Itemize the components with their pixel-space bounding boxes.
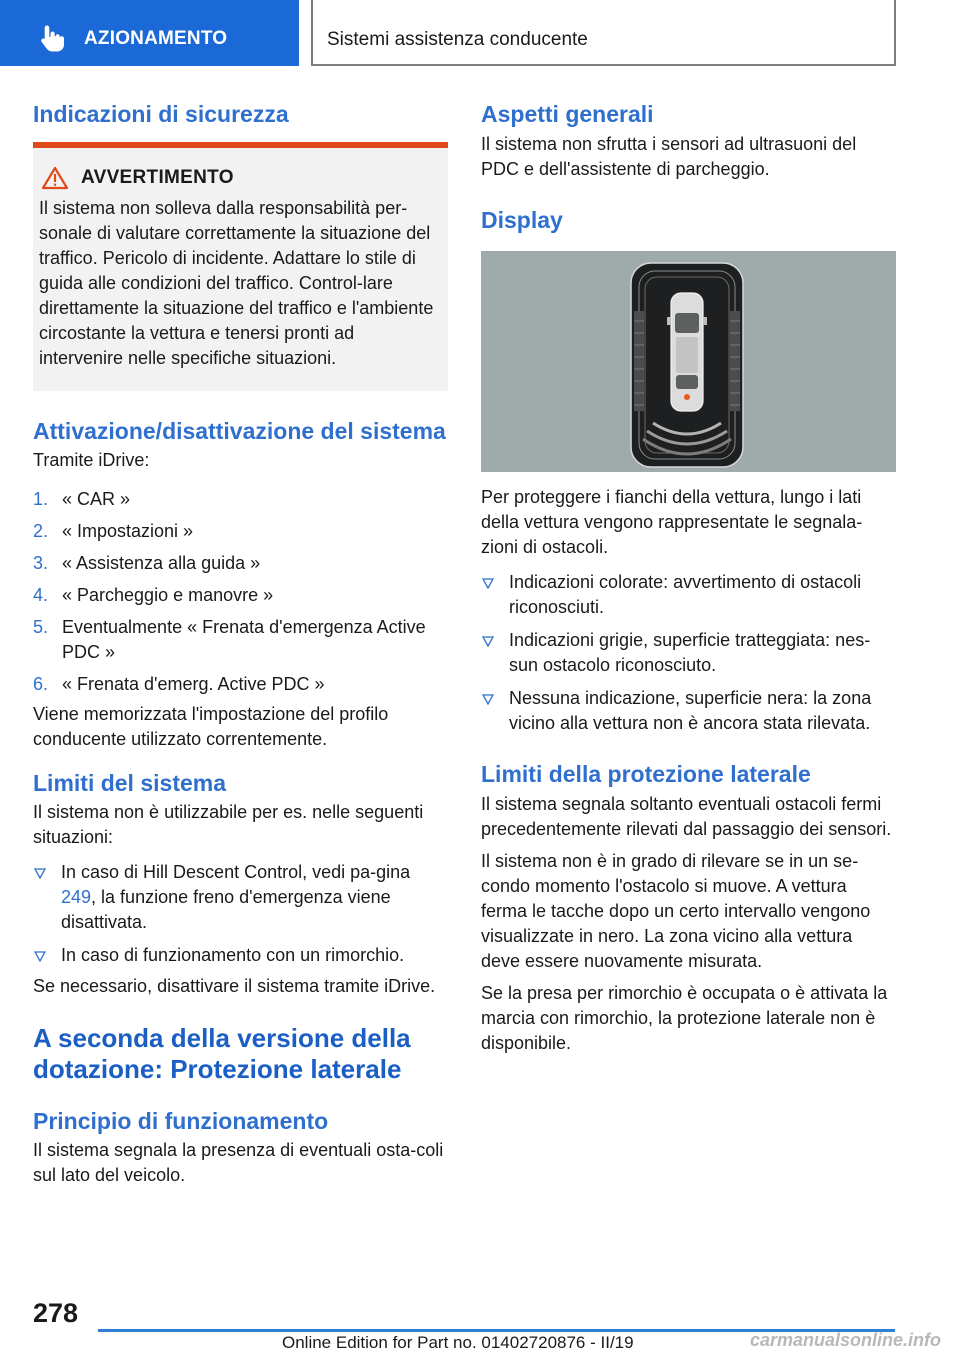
general-heading: Aspetti generali <box>481 101 654 127</box>
hand-pointer-icon <box>40 24 66 52</box>
step-item <box>33 615 448 665</box>
activation-intro: Tramite iDrive: <box>33 450 150 470</box>
safety-heading: Indicazioni di sicurezza <box>33 101 289 127</box>
warning-text: Il sistema non solleva dalla responsabilità per-sonale di valutare correttamente la situazione del traffico. Pericolo di incidente. Adattare lo stile di guida alle condizioni del traffico. Control-lare direttamente la situazione del traffico e l'ambiente circostante la vettura e tenersi pronti ad intervenire nelle specifiche situazioni. <box>39 198 434 368</box>
step-text: « Impostazioni » <box>62 521 194 541</box>
step-text: Eventualmente « Frenata d'emergenza Active PDC » <box>62 617 426 662</box>
principle-heading: Principio di funzionamento <box>33 1108 329 1134</box>
list-item-text: Indicazioni grigie, superficie tratteggiata: nes-sun ostacolo riconosciuto. <box>509 630 871 675</box>
step-number: 3. <box>33 553 49 573</box>
warning-triangle-icon <box>41 166 69 190</box>
list-item <box>33 943 448 968</box>
step-number: 4. <box>33 585 49 605</box>
display-heading: Display <box>481 207 563 233</box>
limits-heading: Limiti del sistema <box>33 770 227 796</box>
side-protection-heading: A seconda della versione della dotazione: Protezione laterale <box>33 1023 411 1084</box>
side-limits-p2: Il sistema non è in grado di rilevare se in un se-condo momento l'ostacolo si muove. A vettura ferma le tacche dopo un certo intervallo vengono visualizzate in nero. La zona vicino alla vettura deve essere nuovamente misurata. <box>481 851 871 971</box>
section-tab <box>0 0 299 66</box>
side-limits-p1: Il sistema segnala soltanto eventuali ostacoli fermi precedentemente rilevati dal passaggio dei sensori. <box>481 794 892 839</box>
list-item <box>481 686 896 736</box>
display-text: Per proteggere i fianchi della vettura, lungo i lati della vettura vengono rappresentate le segnala-zioni di ostacoli. <box>481 487 863 557</box>
footer-edition: Online Edition for Part no. 01402720876 - II/19 <box>282 1333 634 1352</box>
warning-box <box>33 142 448 391</box>
step-text: « Parcheggio e manovre » <box>62 585 274 605</box>
principle-text: Il sistema segnala la presenza di eventuali osta-coli sul lato del veicolo. <box>33 1140 444 1185</box>
chapter-header <box>311 0 896 66</box>
list-item <box>481 628 896 678</box>
watermark: carmanualsonline.info <box>750 1330 942 1350</box>
list-item-text: , la funzione freno d'emergenza viene disattivata. <box>61 887 391 932</box>
chapter-title: Sistemi assistenza conducente <box>327 29 588 50</box>
step-number: 1. <box>33 489 49 509</box>
left-column <box>33 100 448 1188</box>
bullet-triangle-icon <box>482 694 494 705</box>
step-item <box>33 519 448 544</box>
display-list <box>481 570 896 736</box>
step-item <box>33 487 448 512</box>
right-column <box>481 100 896 1056</box>
bullet-triangle-icon <box>34 868 46 879</box>
list-item <box>33 860 448 935</box>
step-text: « Assistenza alla guida » <box>62 553 261 573</box>
step-item <box>33 583 448 608</box>
step-text: « Frenata d'emerg. Active PDC » <box>62 674 325 694</box>
car-top-view-icon <box>481 251 896 472</box>
step-item <box>33 672 448 697</box>
limits-note: Se necessario, disattivare il sistema tramite iDrive. <box>33 976 436 996</box>
bullet-triangle-icon <box>482 578 494 589</box>
step-number: 5. <box>33 617 49 637</box>
step-number: 2. <box>33 521 49 541</box>
limits-intro: Il sistema non è utilizzabile per es. nelle seguenti situazioni: <box>33 802 424 847</box>
side-limits-p3: Se la presa per rimorchio è occupata o è attivata la marcia con rimorchio, la protezione laterale non è disponibile. <box>481 983 888 1053</box>
general-text: Il sistema non sfrutta i sensori ad ultrasuoni del PDC e dell'assistente di parcheggio. <box>481 134 857 179</box>
bullet-triangle-icon <box>34 951 46 962</box>
bullet-triangle-icon <box>482 636 494 647</box>
section-tab-label: AZIONAMENTO <box>84 28 228 49</box>
list-item-text: In caso di funzionamento con un rimorchio. <box>61 945 405 965</box>
page-link[interactable]: 249 <box>61 887 92 907</box>
activation-note: Viene memorizzata l'impostazione del profilo conducente utilizzato correntemente. <box>33 704 389 749</box>
activation-steps <box>33 487 448 697</box>
list-item-text: Indicazioni colorate: avvertimento di ostacoli riconosciuti. <box>509 572 862 617</box>
list-item-text: Nessuna indicazione, superficie nera: la zona vicino alla vettura non è ancora stata rilevata. <box>509 688 872 733</box>
page-number: 278 <box>33 1298 79 1328</box>
side-protection-display-image <box>481 251 896 472</box>
warning-title: AVVERTIMENTO <box>81 167 234 188</box>
step-number: 6. <box>33 674 49 694</box>
step-item <box>33 551 448 576</box>
activation-heading: Attivazione/disattivazione del sistema <box>33 418 446 444</box>
list-item-text: In caso di Hill Descent Control, vedi pa-gina <box>61 862 411 882</box>
list-item <box>481 570 896 620</box>
side-limits-heading: Limiti della protezione laterale <box>481 761 811 787</box>
step-text: « CAR » <box>62 489 131 509</box>
limits-list <box>33 860 448 968</box>
